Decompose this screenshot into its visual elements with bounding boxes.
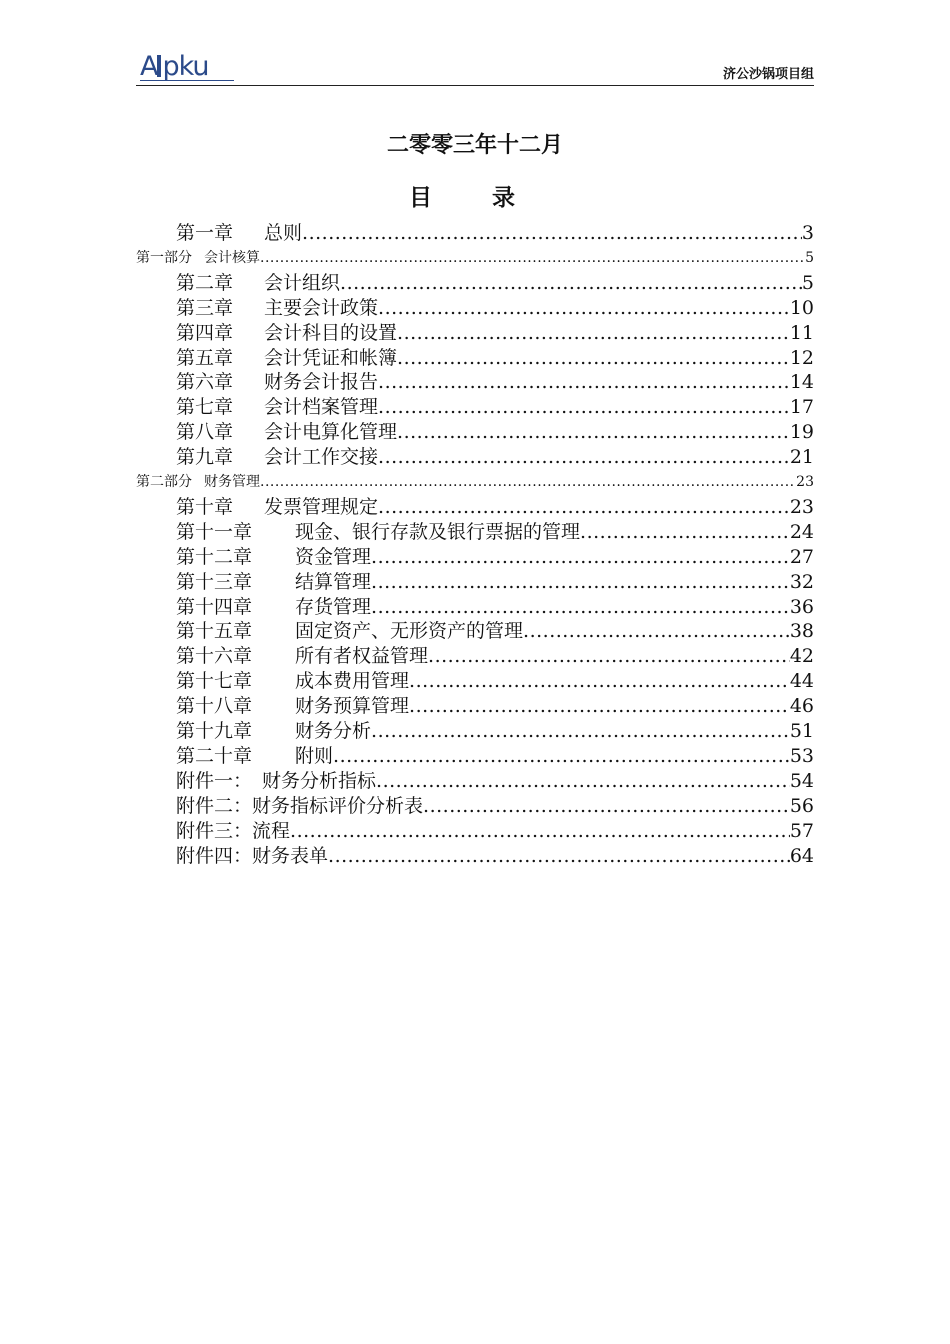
toc-entry-title: 存货管理 xyxy=(295,595,372,618)
company-logo xyxy=(140,52,209,82)
toc-entry-title: 会计组织 xyxy=(264,271,341,294)
toc-page-number: 53 xyxy=(789,744,814,767)
toc-page-number: 54 xyxy=(789,769,814,792)
toc-entry-title: 会计核算 xyxy=(204,249,260,266)
toc-dot-leader xyxy=(397,346,790,371)
toc-page-number: 17 xyxy=(789,396,814,419)
toc-entry-title: 流程 xyxy=(252,819,291,842)
toc-entry-number: 第二部分 xyxy=(136,474,192,490)
toc-entry-title: 固定资产、无形资产的管理 xyxy=(295,620,524,643)
toc-entry-title: 财务预算管理 xyxy=(295,695,410,718)
toc-page-number: 21 xyxy=(789,446,814,469)
toc-entry-title: 成本费用管理 xyxy=(295,670,410,693)
toc-entry-title: 财务管理 xyxy=(204,474,260,490)
date-line: 二零零三年十二月 xyxy=(386,133,563,158)
toc-page-number: 14 xyxy=(789,371,814,394)
toc-chapter-entry[interactable] xyxy=(176,520,814,545)
toc-entry-number: 附件一： xyxy=(176,769,253,792)
toc-entry-title: 总则 xyxy=(264,222,303,244)
toc-dot-leader xyxy=(397,321,790,346)
toc-chapter-entry[interactable] xyxy=(176,370,814,395)
toc-entry-title: 会计电算化管理 xyxy=(264,421,398,444)
toc-dot-leader xyxy=(371,719,790,744)
toc-title: 目 录 xyxy=(408,185,541,211)
toc-page-number: 27 xyxy=(789,545,814,568)
toc-dot-leader xyxy=(328,844,790,869)
logo-underline xyxy=(140,80,234,81)
toc-chapter-entry[interactable] xyxy=(176,221,814,246)
toc-appendix-entry[interactable] xyxy=(176,769,814,794)
toc-dot-leader xyxy=(371,545,790,570)
toc-entry-number: 附件二： xyxy=(176,794,253,817)
toc-chapter-entry[interactable] xyxy=(176,271,814,296)
toc-entry-title: 附则 xyxy=(295,744,334,767)
toc-entry-title: 现金、银行存款及银行票据的管理 xyxy=(295,520,581,543)
toc-dot-leader xyxy=(260,470,796,495)
toc-page-number: 23 xyxy=(796,474,814,490)
toc-page-number: 23 xyxy=(789,495,814,518)
toc-chapter-entry[interactable] xyxy=(176,719,814,744)
toc-entry-number: 第十六章 xyxy=(176,645,253,668)
toc-entry-number: 附件三： xyxy=(176,819,253,842)
toc-entry-title: 结算管理 xyxy=(295,570,372,593)
toc-dot-leader xyxy=(378,370,790,395)
toc-dot-leader xyxy=(371,570,790,595)
toc-dot-leader xyxy=(340,271,802,296)
toc-page-number: 57 xyxy=(789,819,814,842)
toc-chapter-entry[interactable] xyxy=(176,445,814,470)
toc-entry-title: 财务指标评价分析表 xyxy=(252,794,424,817)
toc-part-entry[interactable] xyxy=(136,470,814,495)
logo-text: pku xyxy=(162,51,209,82)
toc-chapter-entry[interactable] xyxy=(176,296,814,321)
toc-page-number: 32 xyxy=(789,570,814,593)
toc-entry-number: 第十一章 xyxy=(176,520,253,543)
toc-entry-title: 财务分析指标 xyxy=(262,769,377,792)
toc-part-entry[interactable] xyxy=(136,246,814,271)
toc-entry-number: 第五章 xyxy=(176,346,234,369)
page-header xyxy=(136,50,814,86)
toc-chapter-entry[interactable] xyxy=(176,595,814,620)
toc-entry-number: 第一部分 xyxy=(136,249,192,266)
toc-chapter-entry[interactable] xyxy=(176,395,814,420)
toc-entry-title: 资金管理 xyxy=(295,545,372,568)
toc-page-number: 12 xyxy=(789,346,814,369)
toc-entry-number: 第六章 xyxy=(176,371,234,394)
toc-entry-number: 第四章 xyxy=(176,321,234,344)
toc-chapter-entry[interactable] xyxy=(176,321,814,346)
toc-entry-title: 会计档案管理 xyxy=(264,396,379,419)
toc-entry-number: 第十七章 xyxy=(176,670,253,693)
toc-chapter-entry[interactable] xyxy=(176,744,814,769)
logo-letter: A xyxy=(140,51,158,82)
toc-entry-number: 第二十章 xyxy=(176,744,253,767)
toc-chapter-entry[interactable] xyxy=(176,619,814,644)
toc-entry-title: 财务表单 xyxy=(252,844,329,867)
toc-chapter-entry[interactable] xyxy=(176,495,814,520)
toc-entry-title: 财务会计报告 xyxy=(264,371,379,394)
toc-dot-leader xyxy=(376,769,790,794)
toc-page-number: 19 xyxy=(789,421,814,444)
toc-dot-leader xyxy=(260,246,805,271)
toc-entry-number: 第十八章 xyxy=(176,695,253,718)
toc-dot-leader xyxy=(290,819,790,844)
toc-dot-leader xyxy=(397,420,790,445)
toc-appendix-entry[interactable] xyxy=(176,844,814,869)
toc-entry-title: 所有者权益管理 xyxy=(295,645,429,668)
toc-page-number: 51 xyxy=(789,720,814,742)
toc-dot-leader xyxy=(333,744,790,769)
toc-chapter-entry[interactable] xyxy=(176,420,814,445)
toc-entry-title: 主要会计政策 xyxy=(264,296,379,319)
toc-page-number: 24 xyxy=(789,520,814,543)
toc-entry-number: 第八章 xyxy=(176,421,234,444)
toc-dot-leader xyxy=(523,619,790,644)
toc-chapter-entry[interactable] xyxy=(176,570,814,595)
toc-entry-number: 第七章 xyxy=(176,396,234,419)
toc-page-number: 5 xyxy=(801,271,814,294)
toc-dot-leader xyxy=(378,445,790,470)
toc-appendix-entry[interactable] xyxy=(176,794,814,819)
toc-dot-leader xyxy=(409,694,790,719)
toc-dot-leader xyxy=(580,520,790,545)
toc-chapter-entry[interactable] xyxy=(176,545,814,570)
toc-entry-title: 会计工作交接 xyxy=(264,446,379,469)
toc-entry-number: 附件四： xyxy=(176,844,253,867)
toc-dot-leader xyxy=(428,644,790,669)
toc-chapter-entry[interactable] xyxy=(176,694,814,719)
toc-chapter-entry[interactable] xyxy=(176,346,814,371)
toc-page-number: 46 xyxy=(789,695,814,718)
toc-chapter-entry[interactable] xyxy=(176,669,814,694)
toc-entry-number: 第十三章 xyxy=(176,570,253,593)
toc-page-number: 5 xyxy=(805,249,814,266)
toc-entry-number: 第三章 xyxy=(176,296,234,319)
logo-bar xyxy=(157,55,161,77)
toc-dot-leader xyxy=(409,669,790,694)
toc-entry-number: 第十章 xyxy=(176,495,234,518)
toc-dot-leader xyxy=(371,595,790,620)
toc-entry-number: 第十五章 xyxy=(176,620,253,643)
toc-page-number: 10 xyxy=(789,296,814,319)
toc-chapter-entry[interactable] xyxy=(176,644,814,669)
toc-entry-title: 会计科目的设置 xyxy=(264,321,398,344)
toc-page-number: 3 xyxy=(801,222,814,244)
toc-dot-leader xyxy=(423,794,790,819)
toc-entry-number: 第十四章 xyxy=(176,595,253,618)
toc-entry-number: 第一章 xyxy=(176,222,234,244)
toc-entry-title: 财务分析 xyxy=(295,720,372,742)
toc-page-number: 11 xyxy=(789,321,814,344)
toc-dot-leader xyxy=(378,296,790,321)
toc-entry-title: 会计凭证和帐簿 xyxy=(264,346,398,369)
toc-page-number: 42 xyxy=(789,645,814,668)
toc-entry-title: 发票管理规定 xyxy=(264,495,379,518)
toc-entry-number: 第九章 xyxy=(176,446,234,469)
toc-page-number: 44 xyxy=(789,670,814,693)
toc-entry-number: 第二章 xyxy=(176,271,234,294)
toc-dot-leader xyxy=(378,395,790,420)
toc-page-number: 64 xyxy=(789,844,814,867)
toc-dot-leader xyxy=(378,495,790,520)
project-name: 济公沙锅项目组 xyxy=(722,67,814,82)
toc-dot-leader xyxy=(302,221,802,246)
toc-page-number: 38 xyxy=(789,620,814,643)
toc-entry-number: 第十二章 xyxy=(176,545,253,568)
toc-appendix-entry[interactable] xyxy=(176,819,814,844)
toc-entry-number: 第十九章 xyxy=(176,720,253,742)
toc-page-number: 36 xyxy=(789,595,814,618)
toc-page-number: 56 xyxy=(789,794,814,817)
